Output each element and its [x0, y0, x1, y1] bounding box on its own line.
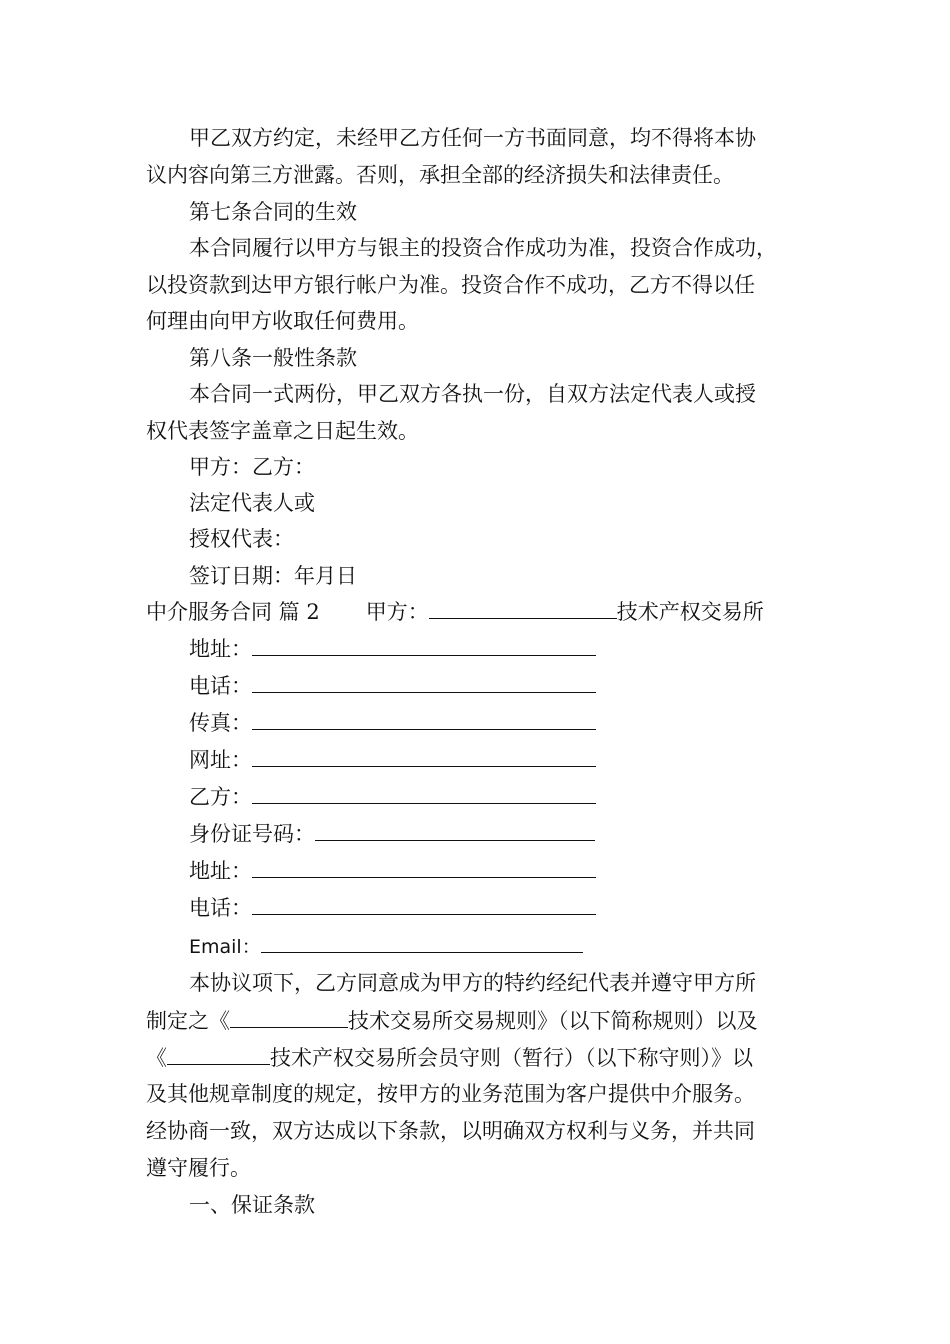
field-party-b: [189, 781, 596, 812]
signature-date: 签订日期：年月日: [189, 564, 357, 588]
paragraph-line: 本协议项下，乙方同意成为甲方的特约经纪代表并遵守甲方所: [189, 971, 756, 995]
field-blank: [252, 892, 596, 915]
field-label: 乙方：: [189, 785, 252, 809]
field-label: 电话：: [189, 896, 252, 920]
field-label: 传真：: [189, 711, 252, 735]
party-a-label: 甲方：: [365, 600, 429, 624]
party-a-blank: [429, 596, 617, 619]
field-address-b: [189, 855, 596, 886]
section-1-title: 一、保证条款: [189, 1193, 315, 1217]
article-8-title: 第八条一般性条款: [189, 346, 357, 370]
rules-name-blank: [230, 1005, 348, 1028]
paragraph-line: 何理由向甲方收取任何费用。: [146, 309, 419, 333]
field-label: 身份证号码：: [189, 822, 315, 846]
text-segment: 技术产权交易所会员守则（暂行）（以下称守则）》以: [270, 1046, 753, 1070]
paragraph-line: 以投资款到达甲方银行帐户为准。投资合作不成功，乙方不得以任: [146, 273, 755, 297]
party-a-suffix: 技术产权交易所: [616, 600, 764, 624]
signature-representative: 法定代表人或: [189, 491, 315, 515]
field-email: [189, 930, 583, 962]
signature-parties: 甲方：乙方：: [189, 455, 315, 479]
field-address-a: [189, 633, 596, 664]
field-fax: [189, 707, 596, 738]
field-label: 地址：: [189, 859, 252, 883]
field-label: 地址：: [189, 637, 252, 661]
field-blank: [252, 781, 596, 804]
field-blank: [252, 670, 596, 693]
paragraph-line: [146, 1005, 816, 1036]
paragraph-line: [146, 1042, 816, 1073]
field-id-number: [189, 818, 595, 849]
contract-2-heading-row: [146, 596, 816, 627]
signature-authorized: 授权代表：: [189, 527, 294, 551]
text-segment: 《: [146, 1046, 167, 1070]
contract-2-heading: 中介服务合同 篇 2: [146, 600, 320, 624]
field-phone-b: [189, 892, 596, 923]
article-7-title: 第七条合同的生效: [189, 200, 357, 224]
paragraph-line: 本合同一式两份，甲乙双方各执一份，自双方法定代表人或授: [189, 382, 756, 406]
paragraph-line: 权代表签字盖章之日起生效。: [146, 419, 419, 443]
field-label: Email：: [189, 936, 261, 958]
field-blank: [261, 930, 583, 953]
bylaws-name-blank: [167, 1042, 270, 1065]
field-label: 电话：: [189, 674, 252, 698]
field-label: 网址：: [189, 748, 252, 772]
paragraph-line: 本合同履行以甲方与银主的投资合作成功为准，投资合作成功，: [189, 236, 777, 260]
field-blank: [252, 707, 596, 730]
field-blank: [252, 855, 596, 878]
field-blank: [252, 633, 596, 656]
field-website: [189, 744, 596, 775]
paragraph-line: 及其他规章制度的规定，按甲方的业务范围为客户提供中介服务。: [146, 1082, 755, 1106]
paragraph-line: 甲乙双方约定，未经甲乙方任何一方书面同意，均不得将本协: [189, 126, 756, 150]
field-blank: [315, 818, 595, 841]
field-phone-a: [189, 670, 596, 701]
field-blank: [252, 744, 596, 767]
paragraph-line: 遵守履行。: [146, 1156, 251, 1180]
paragraph-line: 议内容向第三方泄露。否则，承担全部的经济损失和法律责任。: [146, 163, 734, 187]
text-segment: 技术交易所交易规则》（以下简称规则）以及: [348, 1009, 758, 1033]
paragraph-line: 经协商一致，双方达成以下条款，以明确双方权利与义务，并共同: [146, 1119, 755, 1143]
text-segment: 制定之《: [146, 1009, 230, 1033]
